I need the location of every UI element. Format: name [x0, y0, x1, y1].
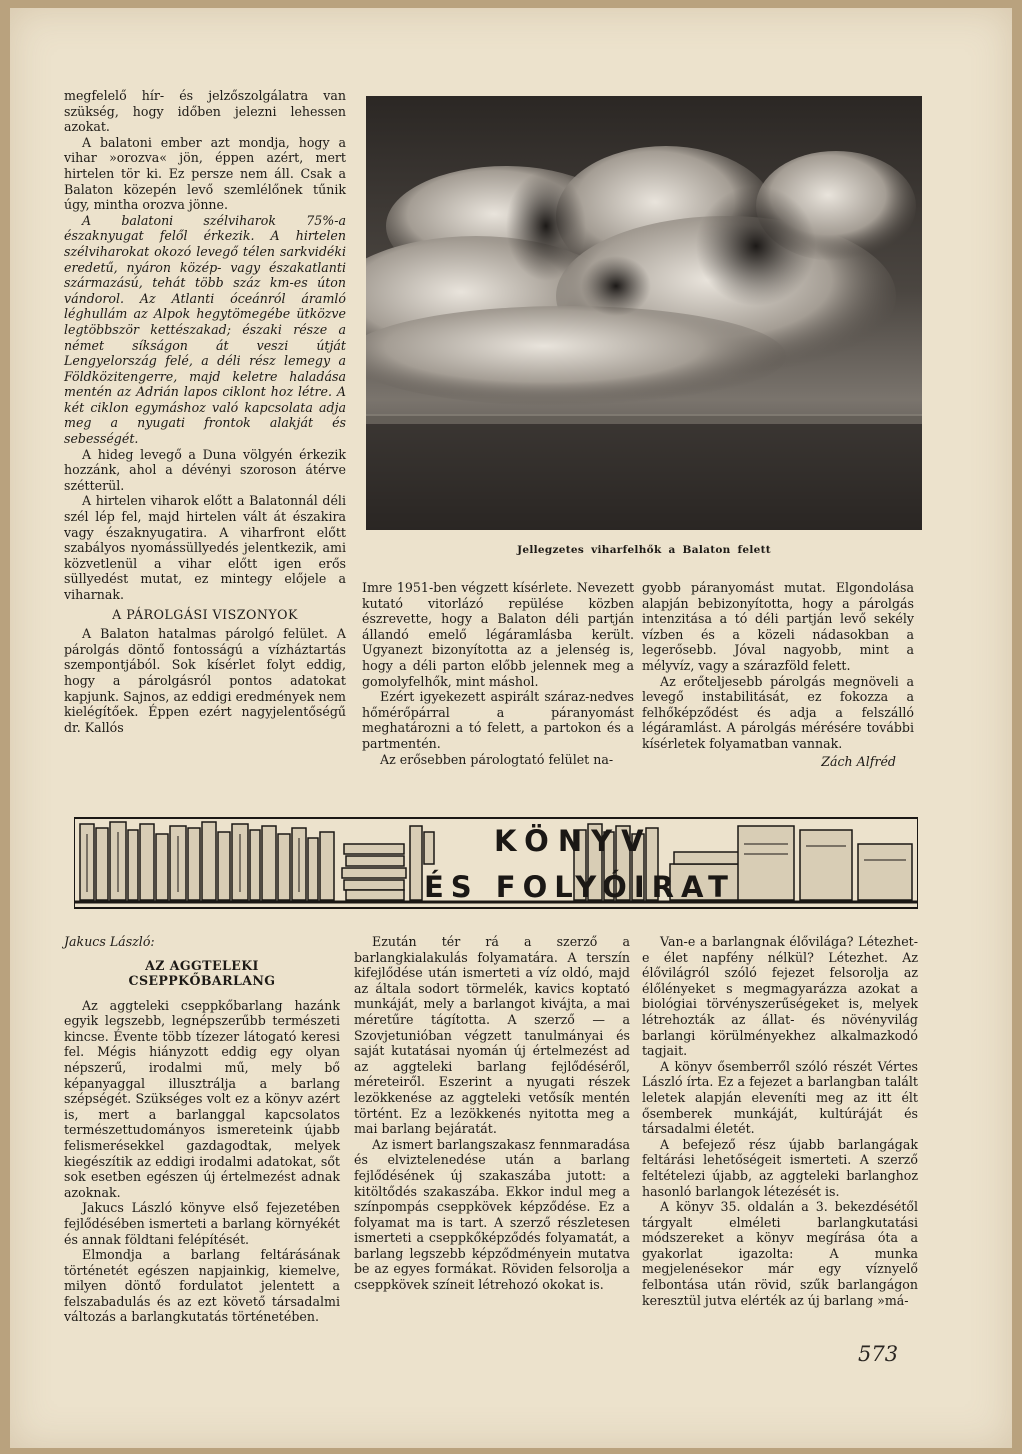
storm-clouds-photo: [366, 96, 922, 530]
paragraph: A könyv ősemberről szóló részét Vértes László írta. Ez a fejezet a barlangban talált leletek alapján eleveníti meg az itt élt ősemberek munkáját, kultúráját és társadalmi életét.: [642, 1058, 918, 1137]
article-column-3: [642, 580, 914, 769]
article-column-2: [362, 580, 634, 767]
review-column-1: [64, 934, 340, 1325]
paragraph: A Balaton hatalmas párolgó felület. A párolgás döntő fontosságú a vízháztartás szempontjából. Sok kísérlet folyt eddig, hogy a párolgásról pontos adatokat kapjunk. Sajnos, az eddigi eredmények nem kielégítőek. Éppen ezért nagyjelentőségű dr. Kallós: [64, 626, 346, 735]
section-banner: [74, 814, 918, 912]
page-number: 573: [858, 1342, 899, 1366]
paragraph: Az erőteljesebb párolgás megnöveli a levegő instabilitását, ez fokozza a felhőképződést és adja a felszálló légáramlást. A párolgás mérésére további kísérletek folyamatban vannak.: [642, 673, 914, 751]
book-title: [64, 958, 340, 988]
book-title-line2: CSEPPKŐBARLANG: [128, 972, 276, 988]
paragraph: Az erősebben párologtató felület na-: [380, 751, 614, 767]
author-signature: Zách Alfréd: [821, 753, 896, 769]
paragraph: Jakucs László könyve első fejezetében fejlődésében ismerteti a barlang környékét és annak földtani felépítését.: [64, 1200, 340, 1247]
paragraph: A balatoni ember azt mondja, hogy a vihar »orozva« jön, éppen azért, mert hirtelen tör ki. Ez persze nem áll. Csak a Balaton közepén levő szemlélőnek tűnik úgy, mintha orozva jönne.: [64, 134, 346, 213]
paragraph: Elmondja a barlang feltárásának történetét egészen napjainkig, kiemelve, milyen döntő fordulatot jelentett a felszabadulás és az ezt követő társadalmi változás a barlangkutatás történetében.: [64, 1247, 340, 1325]
paragraph: A könyv 35. oldalán a 3. bekezdésétől tárgyalt elméleti barlangkutatási módszereket a könyv megírása óta a gyakorlat igazolta: A munka megjelenésekor már egy víznyelő felbontása után rövid, szűk barlangágon keresztül jutva elérték az új barlang »má-: [642, 1199, 918, 1308]
paragraph: A befejező rész újabb barlangágak feltárási lehetőségeit ismerteti. A szerző feltételezi újabb, az aggteleki barlanghoz hasonló barlangok létezését is.: [642, 1136, 918, 1199]
signature: [642, 754, 914, 770]
paragraph: Imre 1951-ben végzett kísérlete. Nevezett kutató vitorlázó repülése közben észrevette, hogy a Balaton déli partján állandó emelő légáramlásba került. Ugyanezt bizonyította az a jelenség is, hogy a déli parton előbb jelennek meg a gomolyfelhők, mint máshol.: [362, 580, 634, 689]
section-heading: A PÁROLGÁSI VISZONYOK: [112, 606, 298, 622]
banner-title-line1: KÖNYV: [494, 824, 653, 858]
paragraph: A balatoni szélviharok 75%-a északnyugat felől érkezik. A hirtelen szélviharokat okozó levegő télen sarkvidéki eredetű, nyáron közép- vagy északatlanti származású, tehát több száz km-es úton vándorol. Az Atlanti óceánról áramló léghullám az Alpok hegytömegébe ütközve legtöbbször kettészakad; északi része a német síkságon át veszi útját Lengyelország felé, a déli rész lemegy a Földközitengerre, majd keletre haladása mentén az Adrián lapos ciklont hoz létre. A két ciklon egymáshoz való kapcsolata adja meg a nyugati frontok alakját és sebességét.: [64, 212, 346, 447]
page: [10, 8, 1012, 1448]
article-column-1: [64, 88, 346, 735]
paragraph: Ezért igyekezett aspirált száraz-nedves hőmérőpárral a páranyomást meghatározni a tó felett, a partokon és a partmentén.: [362, 689, 634, 751]
book-title-line1: AZ AGGTELEKI: [145, 957, 259, 973]
review-author: Jakucs László:: [64, 934, 155, 949]
paragraph: gyobb páranyomást mutat. Elgondolása alapján bebizonyította, hogy a párolgás intenzitása a tó déli partján levő sekély vízben és a közeli nádasokban a legerősebb. Jóval nagyobb, mint a mélyvíz, vagy a szárazföld felett.: [642, 580, 914, 673]
cloud-image: [366, 96, 922, 530]
review-column-3: [642, 934, 918, 1308]
paragraph: Van-e a barlangnak élővilága? Létezhet-e élet napfény nélkül? Létezhet. Az élővilágról szóló fejezet felsorolja az élőlényeket s megmagyarázza azokat a biológiai törvényszerűségeket is, melyek létrehozták az állat- és növényvilág barlangi körülményekhez alkalmazkodó tagjait.: [642, 934, 918, 1059]
paragraph: Az ismert barlangszakasz fennmaradása és elviztelenedése után a barlang fejlődésének új szakaszába jutott: a kitöltődés szakaszába. Ekkor indul meg a színpompás cseppkövek képződése. Ez a folyamat ma is tart. A szerző részletesen ismerteti a cseppkőképződés folyamatát, a barlang legszebb képződményein mutatva be az egyes formákat. Röviden felsorolja a cseppkövek színeit létrehozó okokat is.: [354, 1136, 630, 1293]
photo-caption: Jellegzetes viharfelhők a Balaton felett: [517, 544, 771, 556]
review-column-2: [354, 934, 630, 1293]
paragraph: Az aggteleki cseppkőbarlang hazánk egyik legszebb, legnépszerűbb természeti kincse. Évente több tízezer látogató keresi fel. Mégis hiányzott eddig egy olyan népszerű, irodalmi mű, mely bő képanyaggal illusztrálja a barlang szépségét. Szükséges volt ez a könyv azért is, mert a barlanggal kapcsolatos természettudományos ismereteink újabb felismerésekkel gazdagodtak, melyek kiegészítik az eddigi irodalmi adatokat, sőt sok esetben egészen új értelmezést adnak azoknak.: [64, 997, 340, 1200]
paragraph: A hirtelen viharok előtt a Balatonnál déli szél lép fel, majd hirtelen vált át északira vagy északnyugatira. A viharfront előtt szabályos nyomássüllyedés jelentkezik, ami közvetlenül a vihar előtt igen erős süllyedést mutat, ez mintegy előjele a viharnak.: [64, 493, 346, 602]
paragraph: A hideg levegő a Duna völgyén érkezik hozzánk, ahol a dévényi szoroson átérve szétterül.: [64, 446, 346, 493]
paragraph: megfelelő hír- és jelzőszolgálatra van szükség, hogy időben jelezni lehessen azokat.: [64, 88, 346, 135]
paragraph: Ezután tér rá a szerző a barlangkialakulás folyamatára. A terszín kifejlődése után ismerteti a víz oldó, majd az általa sodort törmelék, kavics koptató munkáját, mely a barlangot kivájta, a mai méretűre tágította. A szerző — a Szovjetunióban végzett tanulmányai és saját kutatásai nyomán új értelmezést ad az aggteleki barlang fejlődéséről, méreteiről. Eszerint a nyugati részek lezökkenése az aggteleki vetősík mentén történt. Ez a lezökkenés nyitotta meg a mai barlang bejáratát.: [354, 934, 630, 1137]
banner-title-line2: ÉS FOLYÓIRAT: [424, 870, 735, 904]
